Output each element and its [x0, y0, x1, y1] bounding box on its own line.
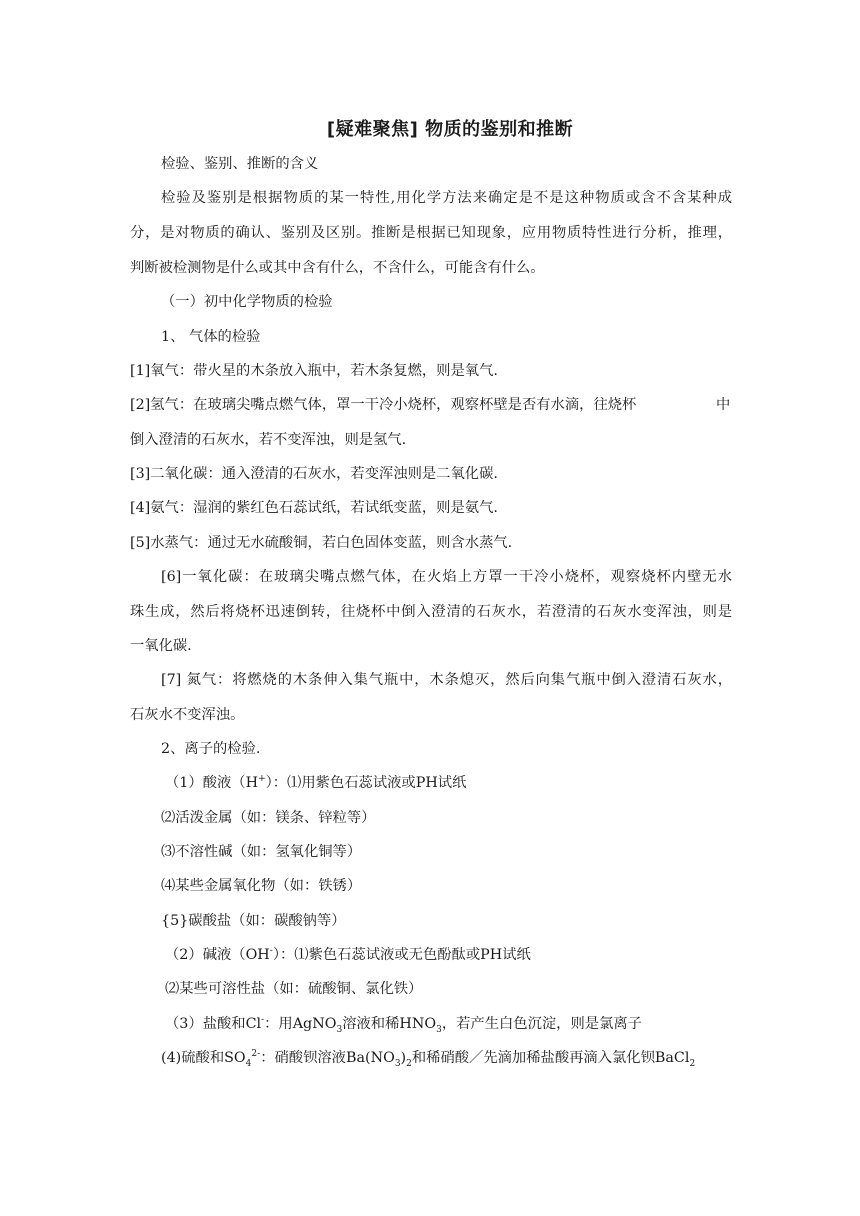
list-item-continuation: 一氧化碳. [130, 638, 192, 654]
paragraph-line: 判断被检测物是什么或其中含有什么，不含什么，可能含有什么。 [130, 260, 545, 276]
ion-test-item: ⑷某些金属氧化物（如：铁锈） [161, 878, 362, 894]
list-item: [7] 氮气：将燃烧的木条伸入集气瓶中，木条熄灭，然后向集气瓶中倒入澄清石灰水， [161, 672, 732, 688]
ion-test-item: ⑶不溶性碱（如：氢氧化铜等） [161, 844, 362, 860]
subsection-heading: 1、 气体的检验 [161, 329, 261, 345]
list-item-continuation: 石灰水不变浑浊。 [130, 707, 245, 723]
list-item: [5]水蒸气：通过无水硫酸铜，若白色固体变蓝，则含水蒸气. [130, 535, 513, 551]
list-item: [6]一氧化碳：在玻璃尖嘴点燃气体，在火焰上方罩一干冷小烧杯，观察烧杯内壁无水 [161, 569, 732, 585]
section-intro-heading: 检验、鉴别、推断的含义 [161, 156, 319, 172]
ion-test-item: {5}碳酸盐（如：碳酸钠等） [161, 913, 346, 929]
list-item: [3]二氧化碳：通入澄清的石灰水，若变浑浊则是二氧化碳. [130, 466, 498, 482]
ion-test-item: （3）盐酸和Cl-：用AgNO$_3$溶液和稀$HNO_3$，若产生白色沉淀，则是氯离子 [165, 1015, 642, 1035]
subsection-heading: 2、离子的检验. [161, 741, 261, 757]
paragraph-line: 分，是对物质的确认、鉴别及区别。推断是根据已知现象，应用物质特性进行分析，推理， [130, 225, 732, 241]
ion-test-item: (4)硫酸和$SO_4^{2-}$：硝酸钡溶液$Ba(NO_3)_2$和稀硝酸／先滴加稀盐酸再滴入氯化钡BaCl$_2$ [161, 1049, 696, 1069]
ion-test-item: （1）酸液（H+）：⑴用紫色石蕊试液或PH试纸 [165, 774, 467, 791]
list-item: [2]氢气：在玻璃尖嘴点燃气体，罩一干冷小烧杯，观察杯壁是否有水滴，往烧杯 [130, 397, 637, 413]
ion-test-item: （2）碱液（OH-）：⑴紫色石蕊试液或无色酚酞或PH试纸 [165, 946, 531, 963]
list-item: [4]氨气：湿润的紫红色石蕊试纸，若试纸变蓝，则是氨气. [130, 500, 498, 516]
ion-test-item: ⑵活泼金属（如：镁条、锌粒等） [161, 810, 376, 826]
list-item-continuation: 珠生成，然后将烧杯迅速倒转，往烧杯中倒入澄清的石灰水，若澄清的石灰水变浑浊，则是 [130, 604, 732, 620]
ion-test-item: ⑵某些可溶性盐（如：硫酸铜、氯化铁） [165, 981, 423, 997]
list-item-continuation: 倒入澄清的石灰水，若不变浑浊，则是氢气. [130, 432, 407, 448]
list-item-fragment: 中 [716, 397, 731, 413]
list-item: [1]氧气：带火星的木条放入瓶中，若木条复燃，则是氧气. [130, 363, 498, 379]
paragraph-line: 检验及鉴别是根据物质的某一特性,用化学方法来确定是不是这种物质或含不含某种成 [161, 190, 732, 206]
section-heading: （一）初中化学物质的检验 [161, 294, 333, 310]
page-title: [疑难聚焦] 物质的鉴别和推断 [326, 119, 574, 140]
